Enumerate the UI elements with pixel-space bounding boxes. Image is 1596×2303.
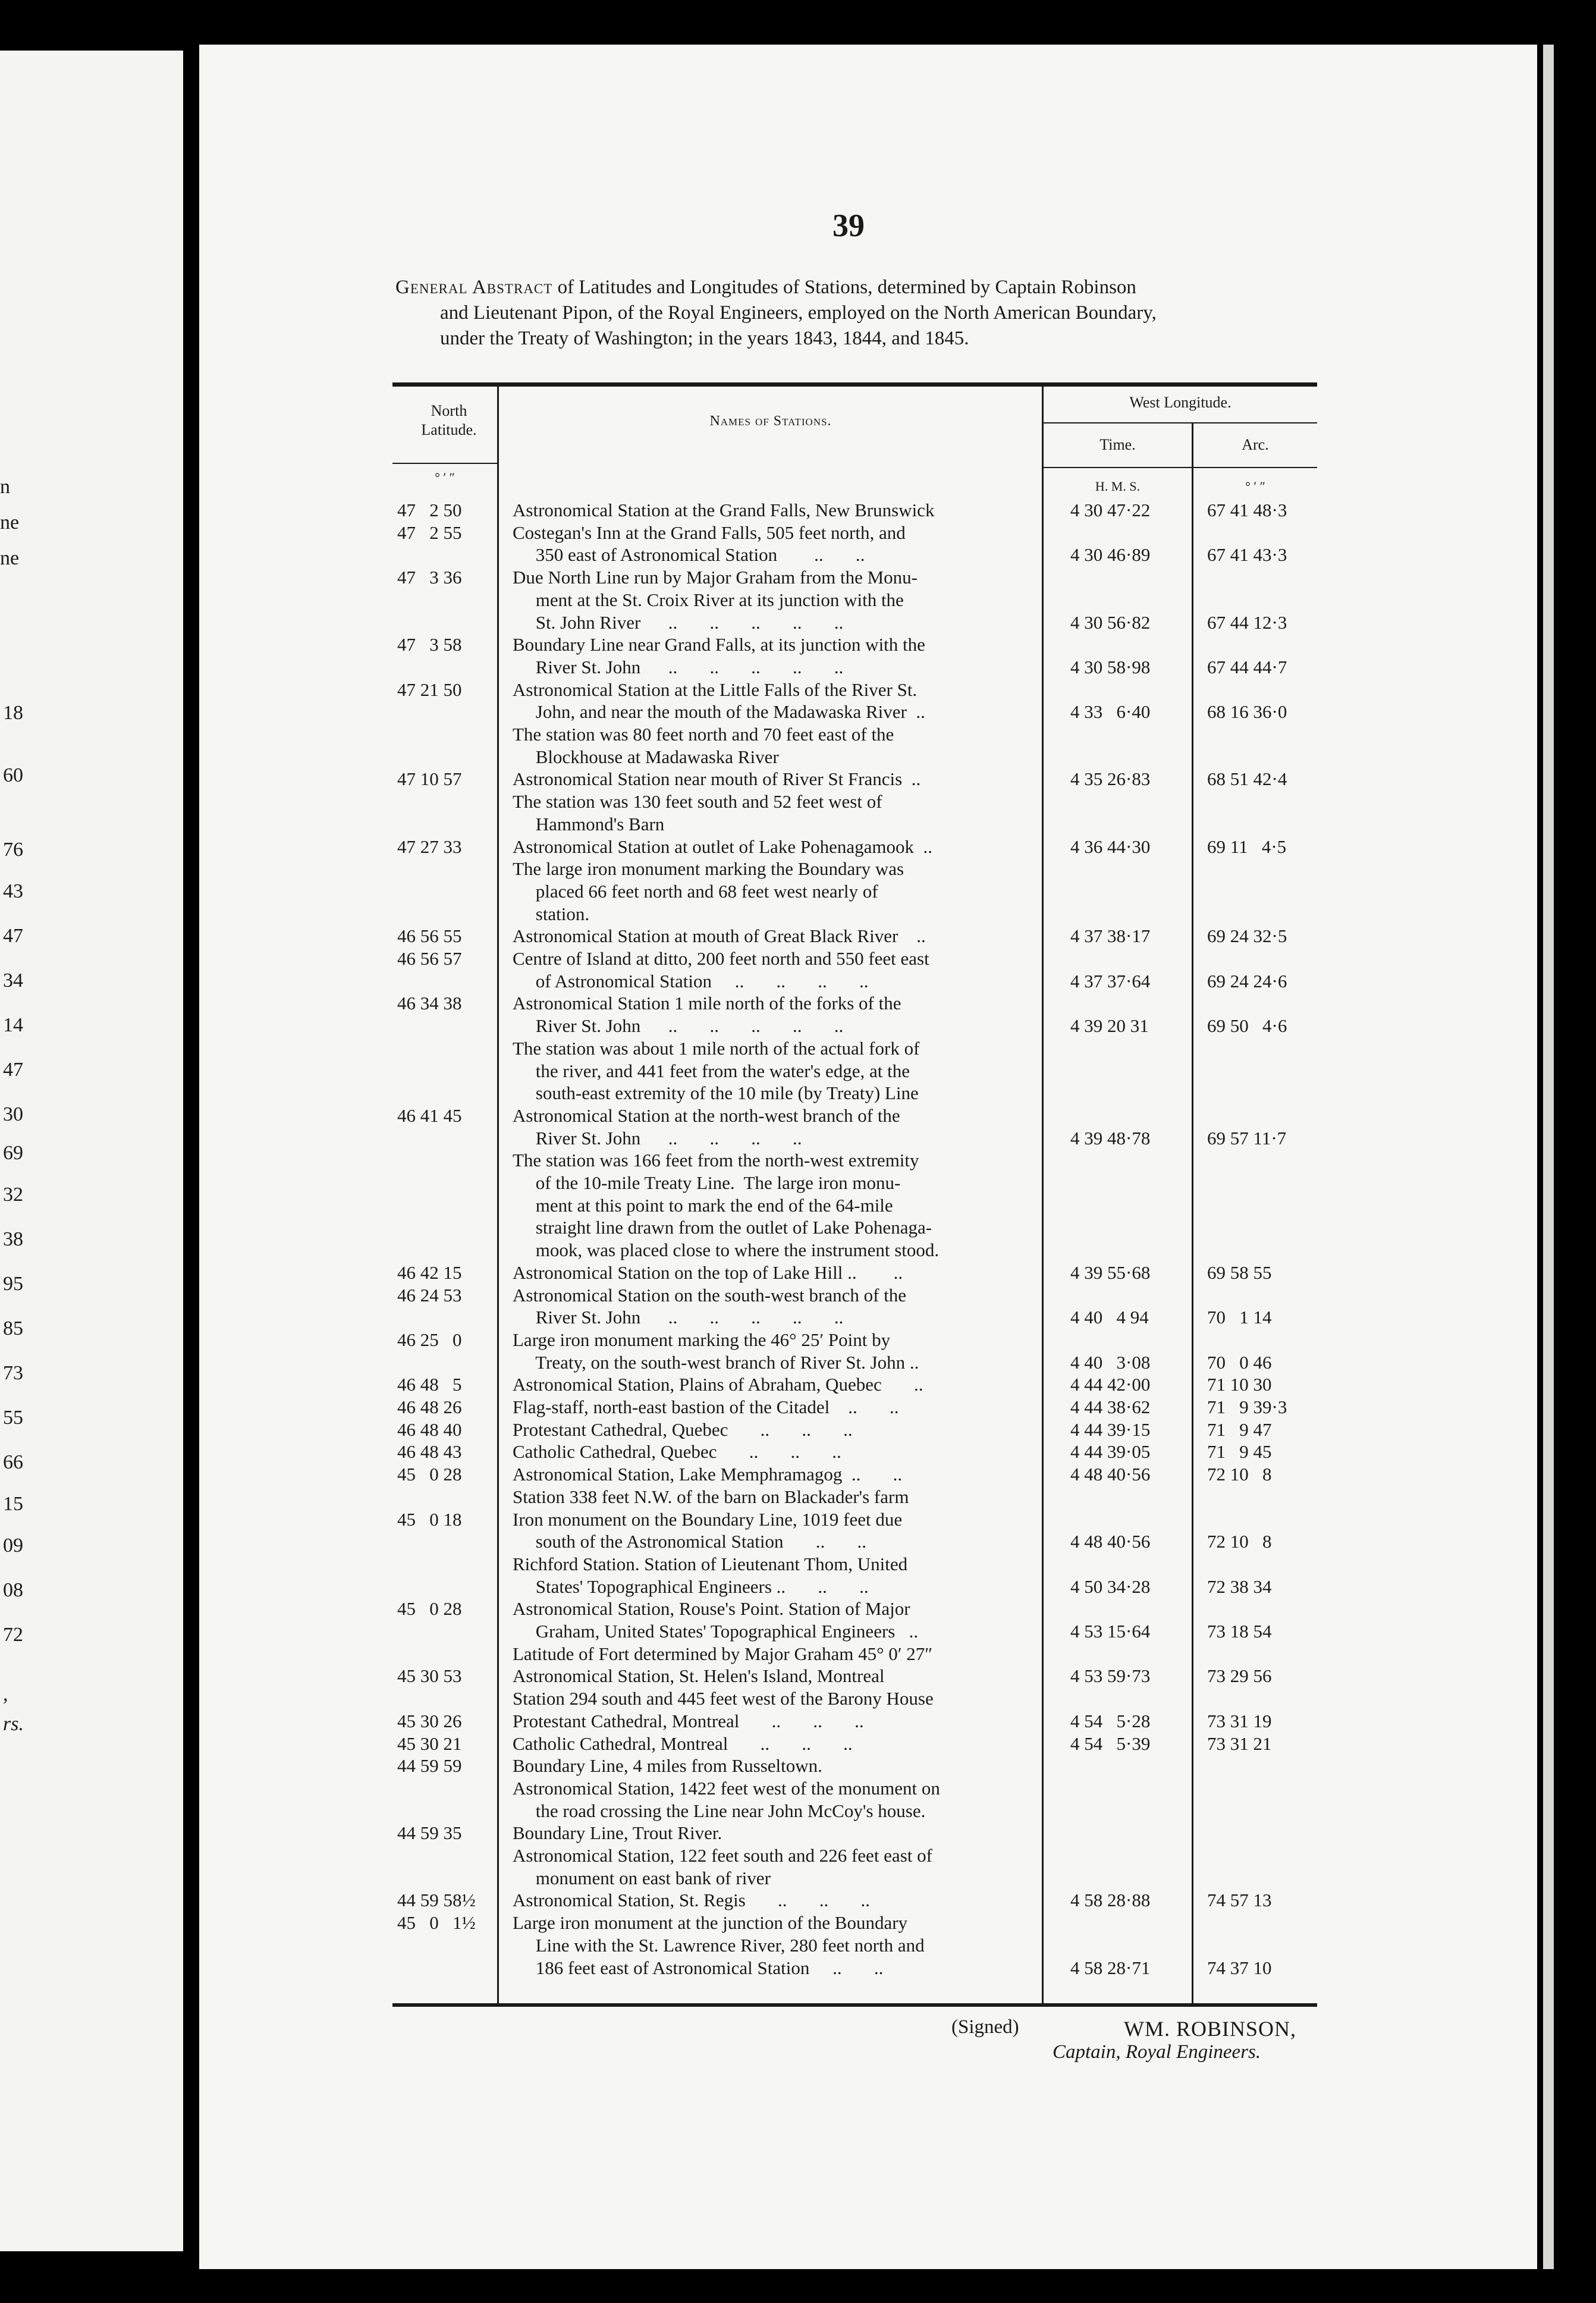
arc-cell: 71 9 45 xyxy=(1207,1441,1272,1463)
table-row xyxy=(0,1486,1596,1509)
table-row xyxy=(0,1419,1596,1442)
station-name-cell: Catholic Cathedral, Quebec .. .. .. xyxy=(513,1441,841,1463)
time-cell: 4 30 47·22 xyxy=(1070,500,1151,520)
arc-cell: 70 0 46 xyxy=(1207,1351,1272,1373)
station-name-cell: Astronomical Station, St. Regis .. .. .. xyxy=(513,1890,871,1911)
signatory-name: WM. ROBINSON, xyxy=(1124,2017,1297,2041)
table-row xyxy=(0,1352,1596,1375)
arc-cell: 71 9 47 xyxy=(1207,1419,1272,1440)
arc-cell: 72 10 8 xyxy=(1207,1531,1272,1552)
latitude-cell: 47 21 50 xyxy=(397,679,462,700)
table-row xyxy=(0,836,1596,859)
arc-cell: 68 51 42·4 xyxy=(1207,768,1287,790)
left-page-fragment: 15 xyxy=(3,1493,23,1515)
table-row xyxy=(0,612,1596,635)
table-row xyxy=(0,544,1596,567)
station-name-cell: Treaty, on the south-west branch of River St. John .. xyxy=(513,1351,919,1373)
arc-cell: 69 57 11·7 xyxy=(1207,1127,1287,1149)
table-row xyxy=(0,1083,1596,1105)
left-page-fragment: 95 xyxy=(3,1273,23,1295)
time-cell: 4 33 6·40 xyxy=(1070,701,1151,723)
arc-cell: 74 37 10 xyxy=(1207,1957,1272,1978)
station-name-cell: States' Topographical Engineers .. .. .. xyxy=(513,1576,869,1597)
table-row xyxy=(0,993,1596,1015)
station-name-cell: straight line drawn from the outlet of Lake Pohenaga- xyxy=(513,1217,932,1238)
time-header: Time. xyxy=(1099,436,1136,453)
station-name-cell: the road crossing the Line near John McCoy's house. xyxy=(513,1800,926,1821)
latitude-cell: 46 34 38 xyxy=(397,993,462,1014)
table-row xyxy=(0,903,1596,926)
time-cell: 4 48 40·56 xyxy=(1070,1464,1151,1485)
time-cell: 4 39 48·78 xyxy=(1070,1127,1151,1149)
station-name-cell: Astronomical Station, 122 feet south and 226 feet east of xyxy=(513,1845,932,1866)
station-name-cell: The station was about 1 mile north of the actual fork of xyxy=(513,1037,920,1059)
station-name-cell: Astronomical Station, St. Helen's Island, Montreal xyxy=(513,1665,885,1687)
station-name-cell: River St. John .. .. .. .. .. xyxy=(513,1015,844,1037)
arc-cell: 73 31 21 xyxy=(1207,1733,1272,1754)
left-page-fragment: 38 xyxy=(3,1228,23,1250)
heading-line-2: and Lieutenant Pipon, of the Royal Engineers, employed on the North American Boundary, xyxy=(440,302,1157,324)
station-name-cell: 350 east of Astronomical Station .. .. xyxy=(513,544,865,566)
station-name-cell: Latitude of Fort determined by Major Graham 45° 0′ 27″ xyxy=(513,1643,933,1664)
time-cell: 4 44 42·00 xyxy=(1070,1374,1151,1395)
heading-line-3: under the Treaty of Washington; in the years 1843, 1844, and 1845. xyxy=(440,328,969,349)
station-name-cell: Astronomical Station on the top of Lake Hill .. .. xyxy=(513,1262,903,1283)
latitude-cell: 45 0 28 xyxy=(397,1464,462,1485)
station-name-cell: mook, was placed close to where the instrument stood. xyxy=(513,1240,940,1261)
table-row xyxy=(0,1038,1596,1060)
latitude-cell: 45 0 1½ xyxy=(397,1912,476,1934)
left-page-fragment: 60 xyxy=(3,764,23,786)
left-page-fragment: 08 xyxy=(3,1579,23,1601)
table-row xyxy=(0,1733,1596,1756)
latitude-cell: 47 10 57 xyxy=(397,768,462,790)
station-name-cell: Line with the St. Lawrence River, 280 feet north and xyxy=(513,1934,925,1956)
station-name-cell: placed 66 feet north and 68 feet west nearly of xyxy=(513,880,878,902)
left-page-fragment: 14 xyxy=(3,1014,23,1036)
left-page-fragment: 43 xyxy=(3,880,23,902)
table-row xyxy=(0,1868,1596,1890)
left-page-fragment: 55 xyxy=(3,1407,23,1429)
station-name-cell: River St. John .. .. .. .. .. xyxy=(513,1307,844,1328)
time-cell: 4 53 15·64 xyxy=(1070,1621,1151,1642)
time-cell: 4 37 38·17 xyxy=(1070,925,1151,947)
arc-cell: 70 1 14 xyxy=(1207,1307,1272,1328)
arc-cell: 73 31 19 xyxy=(1207,1710,1272,1731)
latitude-cell: 46 25 0 xyxy=(397,1329,462,1350)
table-row xyxy=(0,1554,1596,1576)
table-row xyxy=(0,1285,1596,1307)
station-name-cell: Astronomical Station, 1422 feet west of the monument on xyxy=(513,1777,940,1799)
table-row xyxy=(0,1621,1596,1643)
left-page-fragment: ne xyxy=(0,547,20,569)
station-name-cell: Astronomical Station on the south-west branch of the xyxy=(513,1284,907,1306)
left-page-fragment: 30 xyxy=(3,1103,23,1125)
latitude-cell: 47 27 33 xyxy=(397,836,462,857)
heading-title: General Abstract xyxy=(395,277,553,298)
left-page-fragment: 73 xyxy=(3,1362,23,1384)
table-row xyxy=(0,881,1596,903)
station-name-cell: The station was 80 feet north and 70 feet east of the xyxy=(513,724,894,745)
arc-cell: 67 44 12·3 xyxy=(1207,611,1287,633)
lat-units: ° ′ ″ xyxy=(435,470,455,485)
arc-cell: 74 57 13 xyxy=(1207,1890,1272,1911)
left-page-fragment: 85 xyxy=(3,1317,23,1339)
arc-cell: 67 44 44·7 xyxy=(1207,656,1287,677)
station-name-cell: The large iron monument marking the Boundary was xyxy=(513,858,904,880)
arc-cell: 67 41 43·3 xyxy=(1207,544,1287,566)
table-row xyxy=(0,948,1596,971)
table-row xyxy=(0,1845,1596,1868)
station-name-cell: Costegan's Inn at the Grand Falls, 505 feet north, and xyxy=(513,522,906,543)
table-row xyxy=(0,1105,1596,1128)
station-name-cell: monument on east bank of river xyxy=(513,1867,771,1888)
table-row xyxy=(0,657,1596,679)
arc-cell: 73 29 56 xyxy=(1207,1665,1272,1687)
arc-cell: 69 24 32·5 xyxy=(1207,925,1287,947)
table-row xyxy=(0,925,1596,948)
left-page-fragment: rs. xyxy=(3,1713,24,1735)
latitude-cell: 45 0 28 xyxy=(397,1598,462,1620)
table-row xyxy=(0,1172,1596,1195)
station-name-cell: Astronomical Station at the Little Falls of the River St. xyxy=(513,679,918,700)
station-name-cell: The station was 130 feet south and 52 feet west of xyxy=(513,791,882,812)
latitude-cell: 46 48 43 xyxy=(397,1441,462,1463)
station-name-cell: Astronomical Station at outlet of Lake Pohenagamook .. xyxy=(513,836,932,857)
station-name-cell: St. John River .. .. .. .. .. xyxy=(513,611,844,633)
page-number: 39 xyxy=(832,208,865,243)
left-page-fragment: 72 xyxy=(3,1624,23,1646)
station-name-cell: Astronomical Station at the Grand Falls, New Brunswick xyxy=(513,500,935,520)
station-name-cell: Hammond's Barn xyxy=(513,813,665,834)
latitude-cell: 47 2 50 xyxy=(397,500,462,520)
table-row xyxy=(0,1643,1596,1666)
time-cell: 4 54 5·39 xyxy=(1070,1733,1151,1754)
left-page-fragment: n xyxy=(0,476,10,498)
station-name-cell: station. xyxy=(513,903,590,924)
latitude-cell: 46 48 40 xyxy=(397,1419,462,1440)
station-name-cell: Protestant Cathedral, Montreal .. .. .. xyxy=(513,1710,864,1731)
time-cell: 4 50 34·28 xyxy=(1070,1576,1151,1597)
latitude-cell: 47 3 36 xyxy=(397,567,462,588)
table-row xyxy=(0,1778,1596,1800)
time-cell: 4 44 39·05 xyxy=(1070,1441,1151,1463)
latitude-cell: 46 42 15 xyxy=(397,1262,462,1283)
table-row xyxy=(0,768,1596,791)
arc-units: ° ′ ″ xyxy=(1245,479,1265,494)
station-name-cell: Richford Station. Station of Lieutenant Thom, United xyxy=(513,1553,908,1574)
table-row xyxy=(0,1150,1596,1172)
left-page-fragment: 18 xyxy=(3,702,23,724)
table-row xyxy=(0,1531,1596,1554)
table-row xyxy=(0,567,1596,589)
station-name-cell: Large iron monument at the junction of the Boundary xyxy=(513,1912,908,1934)
station-name-cell: Boundary Line near Grand Falls, at its junction with the xyxy=(513,634,925,655)
station-name-cell: Iron monument on the Boundary Line, 1019 feet due xyxy=(513,1508,903,1530)
left-page-fragment: 76 xyxy=(3,839,23,861)
table-row xyxy=(0,858,1596,881)
north-latitude-header: North Latitude. xyxy=(421,402,477,438)
time-cell: 4 36 44·30 xyxy=(1070,836,1151,857)
table-row xyxy=(0,1195,1596,1218)
table-row xyxy=(0,1374,1596,1397)
station-name-cell: Boundary Line, 4 miles from Russeltown. xyxy=(513,1755,822,1777)
latitude-cell: 46 56 57 xyxy=(397,948,462,969)
table-row xyxy=(0,746,1596,769)
station-name-cell: Catholic Cathedral, Montreal .. .. .. xyxy=(513,1733,853,1754)
table-row xyxy=(0,1665,1596,1688)
table-row xyxy=(0,1015,1596,1038)
latitude-cell: 45 30 21 xyxy=(397,1733,462,1754)
table-row xyxy=(0,522,1596,545)
arc-header: Arc. xyxy=(1242,436,1269,453)
arc-cell: 73 18 54 xyxy=(1207,1621,1272,1642)
station-name-cell: River St. John .. .. .. .. .. xyxy=(513,656,844,677)
time-units: H. M. S. xyxy=(1095,479,1141,494)
latitude-cell: 44 59 58½ xyxy=(397,1890,476,1911)
time-cell: 4 44 38·62 xyxy=(1070,1397,1151,1417)
table-row xyxy=(0,1307,1596,1329)
table-row xyxy=(0,1240,1596,1262)
latitude-cell: 46 48 5 xyxy=(397,1374,462,1395)
latitude-cell: 46 41 45 xyxy=(397,1105,462,1126)
table-row xyxy=(0,1576,1596,1599)
left-page-fragment: 69 xyxy=(3,1142,23,1164)
table-row xyxy=(0,634,1596,657)
time-cell: 4 39 55·68 xyxy=(1070,1262,1151,1283)
west-longitude-rule xyxy=(1044,422,1317,423)
table-row xyxy=(0,1329,1596,1352)
arc-cell: 69 11 4·5 xyxy=(1207,836,1287,857)
table-row xyxy=(0,1060,1596,1083)
station-name-cell: of Astronomical Station .. .. .. .. xyxy=(513,970,869,992)
time-cell: 4 30 46·89 xyxy=(1070,544,1151,566)
table-row xyxy=(0,971,1596,993)
arc-cell: 69 50 4·6 xyxy=(1207,1015,1287,1037)
arc-cell: 69 24 24·6 xyxy=(1207,970,1287,992)
west-longitude-header: West Longitude. xyxy=(1129,394,1231,411)
time-cell: 4 39 20 31 xyxy=(1070,1015,1149,1037)
left-page-fragment: 47 xyxy=(3,1059,23,1081)
time-cell: 4 40 4 94 xyxy=(1070,1307,1149,1328)
station-name-cell: Astronomical Station, Plains of Abraham, Quebec .. xyxy=(513,1374,923,1395)
time-cell: 4 58 28·88 xyxy=(1070,1890,1151,1911)
latitude-cell: 46 48 26 xyxy=(397,1397,462,1417)
station-name-cell: Station 338 feet N.W. of the barn on Blackader's farm xyxy=(513,1486,909,1507)
station-name-cell: John, and near the mouth of the Madawaska River .. xyxy=(513,701,925,723)
table-row xyxy=(0,1217,1596,1240)
table-row xyxy=(0,589,1596,612)
table-row xyxy=(0,500,1596,522)
time-cell: 4 40 3·08 xyxy=(1070,1351,1151,1373)
arc-cell: 68 16 36·0 xyxy=(1207,701,1287,723)
station-name-cell: River St. John .. .. .. .. xyxy=(513,1127,802,1149)
header-rule-long xyxy=(1044,467,1317,468)
station-name-cell: The station was 166 feet from the north-west extremity xyxy=(513,1150,919,1171)
table-row xyxy=(0,1441,1596,1464)
arc-cell: 69 58 55 xyxy=(1207,1262,1272,1283)
station-name-cell: Protestant Cathedral, Quebec .. .. .. xyxy=(513,1419,853,1440)
table-row xyxy=(0,1957,1596,1980)
table-row xyxy=(0,814,1596,836)
time-cell: 4 30 58·98 xyxy=(1070,656,1151,677)
table-top-rule xyxy=(392,382,1317,387)
table-row xyxy=(0,679,1596,702)
table-row xyxy=(0,1509,1596,1532)
header-rule-lat xyxy=(392,463,497,464)
table-row xyxy=(0,1755,1596,1778)
station-name-cell: Station 294 south and 445 feet west of the Barony House xyxy=(513,1688,934,1709)
station-name-cell: Due North Line run by Major Graham from the Monu- xyxy=(513,567,918,588)
latitude-cell: 44 59 59 xyxy=(397,1755,462,1777)
station-name-cell: south-east extremity of the 10 mile (by Treaty) Line xyxy=(513,1083,919,1104)
heading-line-1: of Latitudes and Longitudes of Stations, determined by Captain Robinson xyxy=(552,277,1136,298)
station-name-cell: Flag-staff, north-east bastion of the Citadel .. .. xyxy=(513,1397,899,1417)
station-name-cell: Astronomical Station near mouth of River St Francis .. xyxy=(513,768,921,790)
signed-label: (Signed) xyxy=(951,2016,1019,2038)
time-cell: 4 53 59·73 xyxy=(1070,1665,1151,1687)
table-row xyxy=(0,701,1596,724)
station-name-cell: Astronomical Station 1 mile north of the forks of the xyxy=(513,993,901,1014)
latitude-cell: 47 3 58 xyxy=(397,634,462,655)
table-row xyxy=(0,1711,1596,1733)
station-name-cell: the river, and 441 feet from the water's edge, at the xyxy=(513,1060,910,1081)
station-name-cell: ment at the St. Croix River at its junction with the xyxy=(513,589,904,610)
table-row xyxy=(0,1800,1596,1823)
left-page-fragment: ne xyxy=(0,512,20,534)
arc-cell: 72 10 8 xyxy=(1207,1464,1272,1485)
station-name-cell: Astronomical Station, Lake Memphramagog .. .. xyxy=(513,1464,903,1485)
table-row xyxy=(0,791,1596,814)
station-name-cell: Centre of Island at ditto, 200 feet north and 550 feet east xyxy=(513,948,929,969)
left-page-fragment: 47 xyxy=(3,925,23,947)
table-row xyxy=(0,1262,1596,1285)
time-cell: 4 48 40·56 xyxy=(1070,1531,1151,1552)
latitude-cell: 45 0 18 xyxy=(397,1508,462,1530)
latitude-cell: 45 30 53 xyxy=(397,1665,462,1687)
time-cell: 4 35 26·83 xyxy=(1070,768,1151,790)
left-page-fragment: 34 xyxy=(3,969,23,992)
table-row xyxy=(0,724,1596,746)
names-header: Names of Stations. xyxy=(709,413,832,429)
arc-cell: 72 38 34 xyxy=(1207,1576,1272,1597)
time-cell: 4 30 56·82 xyxy=(1070,611,1151,633)
time-cell: 4 58 28·71 xyxy=(1070,1957,1151,1978)
station-name-cell: Astronomical Station, Rouse's Point. Station of Major xyxy=(513,1598,910,1620)
table-row xyxy=(0,1397,1596,1419)
table-row xyxy=(0,1935,1596,1957)
time-cell: 4 54 5·28 xyxy=(1070,1710,1151,1731)
table-row xyxy=(0,1912,1596,1935)
signatory-rank: Captain, Royal Engineers. xyxy=(1053,2041,1261,2063)
time-cell: 4 44 39·15 xyxy=(1070,1419,1151,1440)
station-name-cell: Astronomical Station at the north-west branch of the xyxy=(513,1105,900,1126)
left-page-fragment: 32 xyxy=(3,1184,23,1206)
station-name-cell: Blockhouse at Madawaska River xyxy=(513,746,779,767)
station-name-cell: 186 feet east of Astronomical Station .. .. xyxy=(513,1957,884,1978)
table-row xyxy=(0,1128,1596,1150)
left-page-fragment: 09 xyxy=(3,1535,23,1557)
table-row xyxy=(0,1890,1596,1912)
left-page-fragment: , xyxy=(3,1683,8,1705)
arc-cell: 71 9 39·3 xyxy=(1207,1397,1287,1417)
left-page-fragment: 66 xyxy=(3,1451,23,1473)
station-name-cell: south of the Astronomical Station .. .. xyxy=(513,1531,866,1552)
table-row xyxy=(0,1688,1596,1711)
latitude-cell: 44 59 35 xyxy=(397,1822,462,1844)
table-row xyxy=(0,1464,1596,1486)
abstract-heading xyxy=(395,275,1314,352)
station-name-cell: Boundary Line, Trout River. xyxy=(513,1822,722,1844)
time-cell: 4 37 37·64 xyxy=(1070,970,1151,992)
station-name-cell: Astronomical Station at mouth of Great Black River .. xyxy=(513,925,926,947)
latitude-cell: 46 56 55 xyxy=(397,925,462,947)
station-name-cell: Large iron monument marking the 46° 25′ Point by xyxy=(513,1329,891,1350)
station-name-cell: of the 10-mile Treaty Line. The large iron monu- xyxy=(513,1172,901,1193)
latitude-cell: 45 30 26 xyxy=(397,1710,462,1731)
latitude-cell: 47 2 55 xyxy=(397,522,462,543)
table-row xyxy=(0,1598,1596,1621)
latitude-cell: 46 24 53 xyxy=(397,1284,462,1306)
station-name-cell: Graham, United States' Topographical Engineers .. xyxy=(513,1621,919,1642)
station-name-cell: ment at this point to mark the end of the 64-mile xyxy=(513,1194,893,1216)
table-bottom-rule xyxy=(392,2003,1317,2007)
arc-cell: 71 10 30 xyxy=(1207,1374,1272,1395)
table-row xyxy=(0,1822,1596,1845)
arc-cell: 67 41 48·3 xyxy=(1207,500,1287,520)
